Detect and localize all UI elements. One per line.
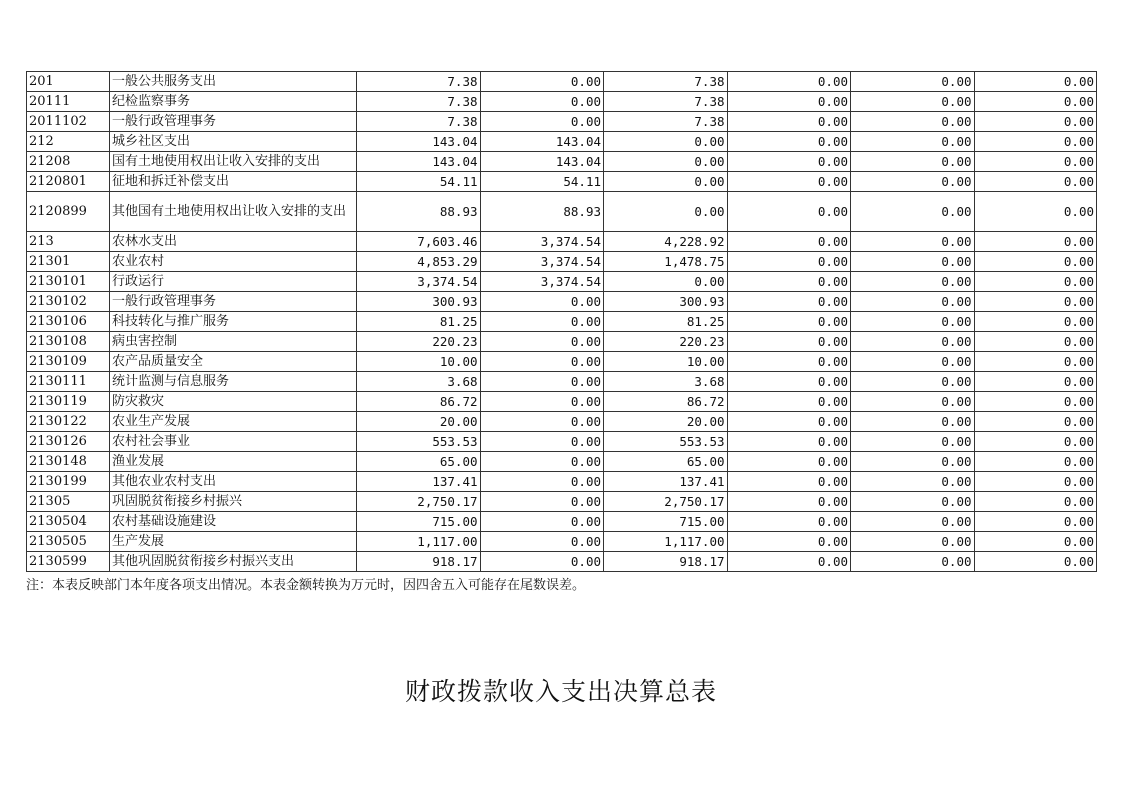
amount-cell-3: 7.38 [604, 92, 728, 112]
amount-cell-6: 0.00 [974, 252, 1096, 272]
subject-code-cell: 2130505 [27, 532, 110, 552]
amount-cell-4: 0.00 [727, 532, 851, 552]
amount-cell-6: 0.00 [974, 232, 1096, 252]
table-row [27, 192, 1097, 232]
amount-cell-3: 220.23 [604, 332, 728, 352]
amount-cell-3: 10.00 [604, 352, 728, 372]
amount-cell-3: 0.00 [604, 192, 728, 232]
table-row [27, 132, 1097, 152]
amount-cell-4: 0.00 [727, 472, 851, 492]
amount-cell-1: 3.68 [357, 372, 481, 392]
amount-cell-1: 81.25 [357, 312, 481, 332]
subject-code-cell: 21208 [27, 152, 110, 172]
amount-cell-6: 0.00 [974, 272, 1096, 292]
amount-cell-5: 0.00 [851, 152, 975, 172]
subject-name-cell: 征地和拆迁补偿支出 [110, 172, 357, 192]
amount-cell-5: 0.00 [851, 452, 975, 472]
amount-cell-6: 0.00 [974, 152, 1096, 172]
amount-cell-2: 0.00 [480, 532, 604, 552]
subject-name-cell: 一般行政管理事务 [110, 292, 357, 312]
amount-cell-5: 0.00 [851, 252, 975, 272]
table-row [27, 452, 1097, 472]
amount-cell-4: 0.00 [727, 72, 851, 92]
amount-cell-2: 3,374.54 [480, 272, 604, 292]
table-footnote: 注：本表反映部门本年度各项支出情况。本表金额转换为万元时，因四舍五入可能存在尾数误差。 [26, 578, 586, 593]
subject-name-cell: 城乡社区支出 [110, 132, 357, 152]
amount-cell-2: 0.00 [480, 372, 604, 392]
amount-cell-1: 10.00 [357, 352, 481, 372]
amount-cell-3: 7.38 [604, 72, 728, 92]
table-row [27, 232, 1097, 252]
subject-code-cell: 2130122 [27, 412, 110, 432]
subject-name-cell: 渔业发展 [110, 452, 357, 472]
table-row [27, 312, 1097, 332]
amount-cell-2: 143.04 [480, 132, 604, 152]
amount-cell-5: 0.00 [851, 472, 975, 492]
amount-cell-6: 0.00 [974, 432, 1096, 452]
amount-cell-4: 0.00 [727, 392, 851, 412]
amount-cell-6: 0.00 [974, 292, 1096, 312]
table-row [27, 392, 1097, 412]
amount-cell-4: 0.00 [727, 552, 851, 572]
amount-cell-5: 0.00 [851, 532, 975, 552]
amount-cell-4: 0.00 [727, 192, 851, 232]
amount-cell-5: 0.00 [851, 72, 975, 92]
table-row [27, 272, 1097, 292]
amount-cell-1: 7.38 [357, 72, 481, 92]
amount-cell-2: 0.00 [480, 412, 604, 432]
subject-name-cell: 巩固脱贫衔接乡村振兴 [110, 492, 357, 512]
amount-cell-6: 0.00 [974, 412, 1096, 432]
table-row [27, 352, 1097, 372]
subject-name-cell: 农业生产发展 [110, 412, 357, 432]
subject-code-cell: 20111 [27, 92, 110, 112]
subject-name-cell: 病虫害控制 [110, 332, 357, 352]
table-row [27, 112, 1097, 132]
amount-cell-2: 0.00 [480, 352, 604, 372]
amount-cell-2: 0.00 [480, 432, 604, 452]
amount-cell-1: 7.38 [357, 92, 481, 112]
amount-cell-5: 0.00 [851, 172, 975, 192]
expenditure-table-container [26, 71, 1097, 572]
subject-code-cell: 2130111 [27, 372, 110, 392]
table-row [27, 512, 1097, 532]
amount-cell-2: 0.00 [480, 112, 604, 132]
amount-cell-1: 143.04 [357, 132, 481, 152]
amount-cell-2: 88.93 [480, 192, 604, 232]
amount-cell-6: 0.00 [974, 132, 1096, 152]
subject-code-cell: 2130504 [27, 512, 110, 532]
amount-cell-1: 553.53 [357, 432, 481, 452]
amount-cell-5: 0.00 [851, 192, 975, 232]
amount-cell-2: 0.00 [480, 332, 604, 352]
amount-cell-2: 0.00 [480, 512, 604, 532]
amount-cell-5: 0.00 [851, 352, 975, 372]
amount-cell-2: 0.00 [480, 472, 604, 492]
amount-cell-6: 0.00 [974, 352, 1096, 372]
subject-name-cell: 一般行政管理事务 [110, 112, 357, 132]
amount-cell-5: 0.00 [851, 232, 975, 252]
amount-cell-3: 0.00 [604, 172, 728, 192]
amount-cell-4: 0.00 [727, 412, 851, 432]
amount-cell-2: 0.00 [480, 72, 604, 92]
amount-cell-5: 0.00 [851, 312, 975, 332]
amount-cell-5: 0.00 [851, 92, 975, 112]
amount-cell-2: 3,374.54 [480, 252, 604, 272]
amount-cell-2: 3,374.54 [480, 232, 604, 252]
table-row [27, 412, 1097, 432]
expenditure-table-body [27, 72, 1097, 572]
amount-cell-1: 300.93 [357, 292, 481, 312]
amount-cell-4: 0.00 [727, 132, 851, 152]
subject-name-cell: 国有土地使用权出让收入安排的支出 [110, 152, 357, 172]
subject-name-cell: 其他巩固脱贫衔接乡村振兴支出 [110, 552, 357, 572]
amount-cell-3: 0.00 [604, 132, 728, 152]
table-row [27, 432, 1097, 452]
amount-cell-3: 2,750.17 [604, 492, 728, 512]
amount-cell-4: 0.00 [727, 512, 851, 532]
amount-cell-2: 0.00 [480, 452, 604, 472]
amount-cell-5: 0.00 [851, 272, 975, 292]
amount-cell-4: 0.00 [727, 352, 851, 372]
amount-cell-6: 0.00 [974, 192, 1096, 232]
subject-code-cell: 213 [27, 232, 110, 252]
amount-cell-4: 0.00 [727, 272, 851, 292]
amount-cell-4: 0.00 [727, 452, 851, 472]
amount-cell-1: 715.00 [357, 512, 481, 532]
amount-cell-1: 220.23 [357, 332, 481, 352]
amount-cell-2: 143.04 [480, 152, 604, 172]
table-row [27, 472, 1097, 492]
subject-code-cell: 2120801 [27, 172, 110, 192]
amount-cell-1: 65.00 [357, 452, 481, 472]
amount-cell-1: 7.38 [357, 112, 481, 132]
amount-cell-4: 0.00 [727, 372, 851, 392]
amount-cell-5: 0.00 [851, 432, 975, 452]
subject-code-cell: 2130102 [27, 292, 110, 312]
subject-code-cell: 2120899 [27, 192, 110, 232]
amount-cell-3: 86.72 [604, 392, 728, 412]
table-row [27, 292, 1097, 312]
amount-cell-1: 2,750.17 [357, 492, 481, 512]
amount-cell-3: 918.17 [604, 552, 728, 572]
amount-cell-2: 0.00 [480, 92, 604, 112]
table-row [27, 92, 1097, 112]
amount-cell-1: 143.04 [357, 152, 481, 172]
amount-cell-5: 0.00 [851, 372, 975, 392]
subject-code-cell: 2130106 [27, 312, 110, 332]
amount-cell-3: 1,478.75 [604, 252, 728, 272]
subject-name-cell: 科技转化与推广服务 [110, 312, 357, 332]
subject-name-cell: 其他国有土地使用权出让收入安排的支出 [110, 192, 357, 232]
amount-cell-6: 0.00 [974, 372, 1096, 392]
amount-cell-6: 0.00 [974, 72, 1096, 92]
amount-cell-3: 137.41 [604, 472, 728, 492]
subject-name-cell: 农村基础设施建设 [110, 512, 357, 532]
subject-name-cell: 农业农村 [110, 252, 357, 272]
amount-cell-3: 81.25 [604, 312, 728, 332]
table-row [27, 152, 1097, 172]
amount-cell-3: 1,117.00 [604, 532, 728, 552]
amount-cell-4: 0.00 [727, 292, 851, 312]
amount-cell-5: 0.00 [851, 292, 975, 312]
amount-cell-5: 0.00 [851, 112, 975, 132]
amount-cell-4: 0.00 [727, 252, 851, 272]
table-row [27, 72, 1097, 92]
amount-cell-5: 0.00 [851, 512, 975, 532]
table-row [27, 552, 1097, 572]
table-row [27, 372, 1097, 392]
subject-code-cell: 2130108 [27, 332, 110, 352]
amount-cell-3: 20.00 [604, 412, 728, 432]
amount-cell-6: 0.00 [974, 92, 1096, 112]
section-title: 财政拨款收入支出决算总表 [404, 677, 717, 706]
amount-cell-6: 0.00 [974, 312, 1096, 332]
subject-code-cell: 2130101 [27, 272, 110, 292]
table-row [27, 252, 1097, 272]
amount-cell-2: 54.11 [480, 172, 604, 192]
subject-name-cell: 农村社会事业 [110, 432, 357, 452]
amount-cell-1: 7,603.46 [357, 232, 481, 252]
table-row [27, 172, 1097, 192]
amount-cell-3: 715.00 [604, 512, 728, 532]
amount-cell-1: 20.00 [357, 412, 481, 432]
subject-name-cell: 一般公共服务支出 [110, 72, 357, 92]
subject-code-cell: 2130599 [27, 552, 110, 572]
expenditure-table [26, 71, 1097, 572]
subject-name-cell: 纪检监察事务 [110, 92, 357, 112]
subject-name-cell: 生产发展 [110, 532, 357, 552]
amount-cell-6: 0.00 [974, 452, 1096, 472]
amount-cell-3: 3.68 [604, 372, 728, 392]
amount-cell-2: 0.00 [480, 392, 604, 412]
amount-cell-5: 0.00 [851, 392, 975, 412]
subject-code-cell: 2011102 [27, 112, 110, 132]
amount-cell-4: 0.00 [727, 232, 851, 252]
amount-cell-4: 0.00 [727, 152, 851, 172]
subject-name-cell: 农产品质量安全 [110, 352, 357, 372]
subject-code-cell: 2130199 [27, 472, 110, 492]
amount-cell-1: 918.17 [357, 552, 481, 572]
amount-cell-2: 0.00 [480, 552, 604, 572]
amount-cell-5: 0.00 [851, 132, 975, 152]
amount-cell-4: 0.00 [727, 112, 851, 132]
amount-cell-6: 0.00 [974, 492, 1096, 512]
subject-code-cell: 212 [27, 132, 110, 152]
amount-cell-3: 7.38 [604, 112, 728, 132]
subject-code-cell: 21301 [27, 252, 110, 272]
amount-cell-1: 86.72 [357, 392, 481, 412]
amount-cell-4: 0.00 [727, 172, 851, 192]
amount-cell-2: 0.00 [480, 492, 604, 512]
subject-code-cell: 21305 [27, 492, 110, 512]
amount-cell-3: 553.53 [604, 432, 728, 452]
amount-cell-6: 0.00 [974, 172, 1096, 192]
subject-code-cell: 2130119 [27, 392, 110, 412]
amount-cell-1: 137.41 [357, 472, 481, 492]
amount-cell-6: 0.00 [974, 332, 1096, 352]
amount-cell-1: 3,374.54 [357, 272, 481, 292]
amount-cell-3: 0.00 [604, 152, 728, 172]
table-row [27, 332, 1097, 352]
amount-cell-4: 0.00 [727, 432, 851, 452]
subject-name-cell: 其他农业农村支出 [110, 472, 357, 492]
amount-cell-5: 0.00 [851, 412, 975, 432]
amount-cell-2: 0.00 [480, 312, 604, 332]
subject-code-cell: 2130148 [27, 452, 110, 472]
amount-cell-4: 0.00 [727, 92, 851, 112]
amount-cell-4: 0.00 [727, 312, 851, 332]
subject-name-cell: 行政运行 [110, 272, 357, 292]
amount-cell-3: 300.93 [604, 292, 728, 312]
amount-cell-5: 0.00 [851, 332, 975, 352]
amount-cell-6: 0.00 [974, 532, 1096, 552]
amount-cell-4: 0.00 [727, 332, 851, 352]
subject-code-cell: 2130109 [27, 352, 110, 372]
amount-cell-1: 54.11 [357, 172, 481, 192]
subject-code-cell: 2130126 [27, 432, 110, 452]
amount-cell-5: 0.00 [851, 552, 975, 572]
amount-cell-1: 4,853.29 [357, 252, 481, 272]
amount-cell-6: 0.00 [974, 392, 1096, 412]
subject-name-cell: 统计监测与信息服务 [110, 372, 357, 392]
amount-cell-1: 88.93 [357, 192, 481, 232]
amount-cell-6: 0.00 [974, 472, 1096, 492]
subject-name-cell: 农林水支出 [110, 232, 357, 252]
amount-cell-4: 0.00 [727, 492, 851, 512]
amount-cell-3: 4,228.92 [604, 232, 728, 252]
amount-cell-6: 0.00 [974, 552, 1096, 572]
table-row [27, 532, 1097, 552]
table-row [27, 492, 1097, 512]
subject-name-cell: 防灾救灾 [110, 392, 357, 412]
subject-code-cell: 201 [27, 72, 110, 92]
amount-cell-3: 0.00 [604, 272, 728, 292]
amount-cell-2: 0.00 [480, 292, 604, 312]
amount-cell-3: 65.00 [604, 452, 728, 472]
amount-cell-5: 0.00 [851, 492, 975, 512]
amount-cell-1: 1,117.00 [357, 532, 481, 552]
amount-cell-6: 0.00 [974, 512, 1096, 532]
amount-cell-6: 0.00 [974, 112, 1096, 132]
